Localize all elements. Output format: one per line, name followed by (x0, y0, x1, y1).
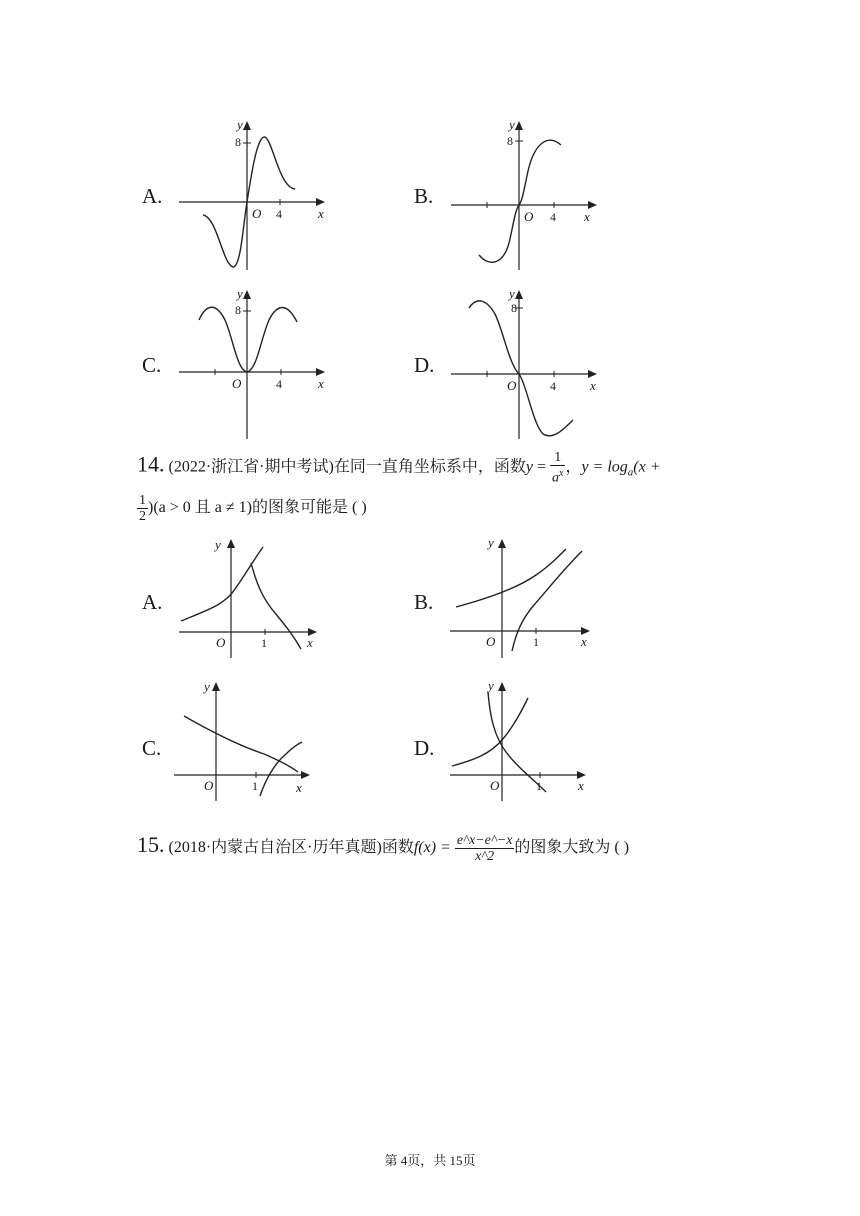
q15-number: 15. (137, 832, 165, 857)
q14-d-origin: O (490, 778, 500, 793)
q14-frac-num: 1 (550, 450, 565, 466)
page-footer: 第 4页，共 15页 (384, 1153, 476, 1168)
q13-d-origin: O (507, 378, 517, 393)
q13-c-y-label: y (237, 286, 243, 301)
q13-a-origin: O (252, 206, 262, 221)
q14-a-tick-x: 1 (261, 636, 267, 650)
q14-fraction (550, 450, 565, 486)
q13-d-tick-y: 8 (511, 301, 517, 315)
q14-frac-den-sup: x (558, 468, 564, 479)
q14-log-part: y = log (581, 458, 628, 476)
q13-d-x-label: x (590, 378, 596, 393)
q13-b-tick-x: 4 (550, 210, 556, 224)
q14-text1: 在同一直角坐标系中，函数 (333, 458, 526, 476)
q14-a-origin: O (216, 635, 226, 650)
q14-frac-den: a (551, 470, 559, 486)
q13-a-tick-y: 8 (235, 135, 241, 149)
q13-c-origin: O (232, 376, 242, 391)
q14-option-b-graph (446, 533, 606, 663)
q14-b-y-label: y (488, 535, 494, 550)
q13-option-d-graph (447, 284, 607, 444)
q13-option-b-graph (447, 115, 607, 275)
q13-option-d-label: D. (414, 353, 435, 377)
q14-text2: 的图象可能是 ( ) (252, 499, 367, 517)
q15-fraction (455, 833, 515, 864)
q13-b-x-label: x (584, 209, 590, 224)
q14-a-y-label: y (215, 537, 221, 552)
q13-option-a-graph (175, 115, 335, 275)
q13-a-y-label: y (237, 117, 243, 132)
q13-option-c-label: C. (142, 353, 162, 377)
q14-option-d-graph (448, 676, 598, 806)
q13-b-origin: O (524, 209, 534, 224)
q14-option-a-graph (175, 533, 325, 663)
q14-b-tick-x: 1 (533, 635, 539, 649)
q14-c-y-label: y (204, 679, 210, 694)
q13-a-tick-x: 4 (276, 207, 282, 221)
q14-d-tick-x: 1 (536, 779, 542, 793)
q13-c-tick-x: 4 (276, 377, 282, 391)
q14-half-num: 1 (139, 493, 146, 508)
q14-log-sub: a (627, 466, 634, 479)
q14-c-origin: O (204, 778, 214, 793)
q15-source: (2018·内蒙古自治区·历年真题) (168, 839, 382, 856)
q13-option-b-label: B. (414, 184, 434, 208)
q13-option-a-label: A. (142, 184, 163, 208)
q15-text1: 函数 (381, 839, 414, 856)
q13-d-tick-x: 4 (550, 379, 556, 393)
q14-c-tick-x: 1 (252, 779, 258, 793)
q13-c-x-label: x (318, 376, 324, 391)
q14-option-a-label: A. (142, 590, 163, 614)
q14-log-tail: (x + (633, 458, 661, 476)
q14-condition: )(a > 0 且 a ≠ 1) (148, 499, 252, 517)
q14-c-x-label: x (296, 780, 302, 795)
q14-a-x-label: x (307, 635, 313, 650)
q14-source: (2022·浙江省·期中考试) (168, 458, 334, 476)
q13-option-c-graph (175, 284, 335, 444)
q14-b-x-label: x (581, 634, 587, 649)
q14-number: 14. (137, 451, 165, 477)
q14-d-x-label: x (578, 778, 584, 793)
q14-option-d-label: D. (414, 736, 435, 760)
q14-math-y: y (525, 458, 533, 476)
q13-a-x-label: x (318, 206, 324, 221)
q15-frac-den: x^2 (475, 848, 495, 864)
q13-c-tick-y: 8 (235, 303, 241, 317)
q14-sep: ， (565, 458, 582, 476)
q13-d-y-label: y (509, 286, 515, 301)
q14-option-c-graph (172, 676, 322, 806)
q14-stem-line1 (137, 450, 661, 486)
q14-option-b-label: B. (414, 590, 434, 614)
q14-option-c-label: C. (142, 736, 162, 760)
q14-stem-line2 (137, 493, 367, 524)
q14-d-y-label: y (488, 678, 494, 693)
q14-eq: = (532, 458, 550, 476)
q15-text2: 的图象大致为 ( ) (514, 839, 630, 856)
q15-frac-num: e^x−e^−x (456, 832, 513, 848)
q14-half-fraction (137, 493, 148, 524)
q15-stem (137, 832, 629, 864)
q13-b-y-label: y (509, 117, 515, 132)
q14-b-origin: O (486, 634, 496, 649)
q13-b-tick-y: 8 (507, 134, 513, 148)
q15-fx: f(x) = (413, 839, 455, 856)
q14-half-den: 2 (139, 509, 146, 524)
